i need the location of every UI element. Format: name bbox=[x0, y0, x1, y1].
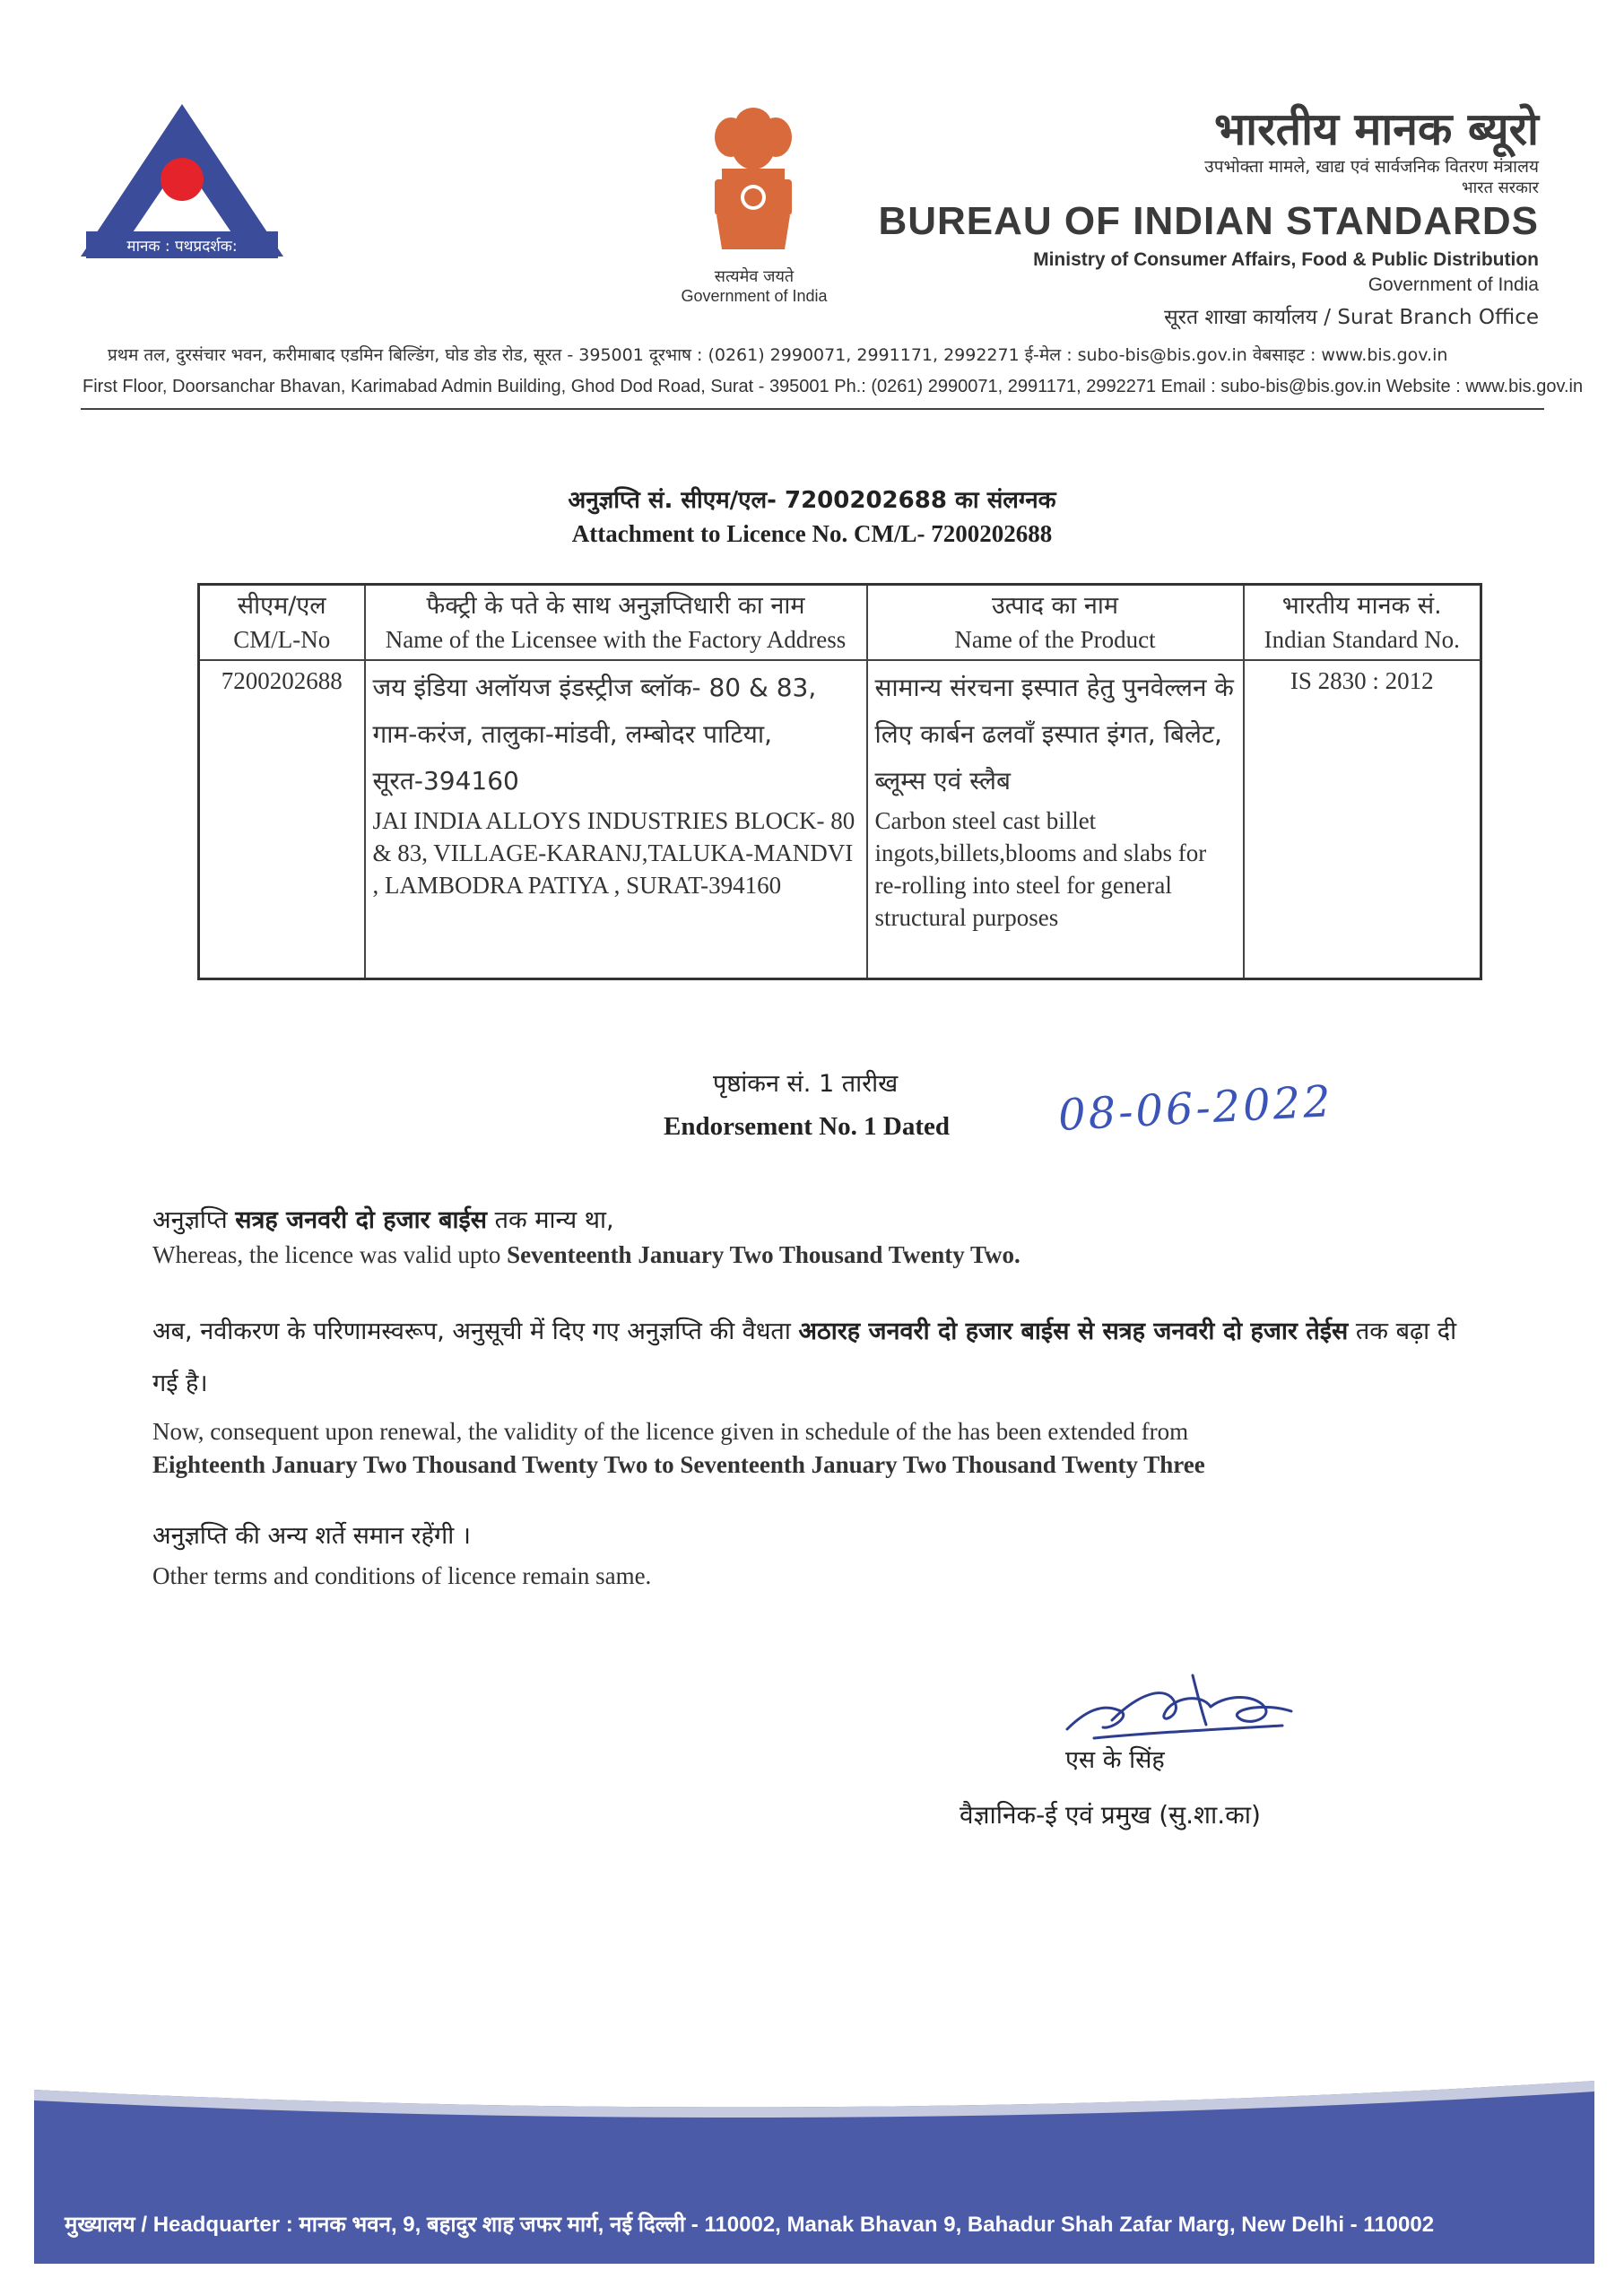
endorsement-english: Endorsement No. 1 Dated bbox=[664, 1112, 950, 1141]
endorsement-date-handwritten: 08-06-2022 bbox=[1056, 1076, 1335, 1141]
hindi-government: भारत सरकार bbox=[1461, 178, 1539, 197]
standard-cell: IS 2830 : 2012 bbox=[1244, 660, 1481, 978]
hindi-ministry: उपभोक्ता मामले, खाद्य एवं सार्वजनिक वितरण मंत्रालय bbox=[1204, 157, 1539, 177]
svg-text:मानक : पथप्रदर्शक:: मानक : पथप्रदर्शक: bbox=[126, 238, 238, 256]
header-cml-no-en: CM/L-No bbox=[233, 626, 331, 653]
p2-hi-prefix: अब, नवीकरण के परिणामस्वरूप, अनुसूची में दिए गए अनुज्ञप्ति की वैधता bbox=[152, 1318, 791, 1345]
product-english: Carbon steel cast billet ingots,billets,blooms and slabs for re-rolling into steel for general structural purposes bbox=[874, 807, 1207, 931]
p3-en-bold: Eighteenth January Two Thousand Twenty Two to Seventeenth January Two Thousand Twenty Three bbox=[152, 1451, 1205, 1478]
english-government: Government of India bbox=[1368, 274, 1539, 295]
attachment-title-hindi: अनुज्ञप्ति सं. सीएम/एल- 7200202688 का संलग्नक bbox=[568, 487, 1056, 514]
header-standard-en: Indian Standard No. bbox=[1264, 626, 1460, 653]
terms-paragraph-english: Other terms and conditions of licence remain same. bbox=[152, 1562, 652, 1589]
licensee-hindi: जय इंडिया अलॉयज इंडस्ट्रीज ब्लॉक- 80 & 83, गाम-करंज, तालुका-मांडवी, लम्बोदर पाटिया, सूरत-394160 bbox=[372, 673, 817, 796]
hindi-org-title: भारतीय मानक ब्यूरो bbox=[1214, 102, 1539, 155]
emblem-motto: सत्यमेव जयते bbox=[714, 267, 795, 286]
address-hindi: प्रथम तल, दुरसंचार भवन, करीमाबाद एडमिन बिल्डिंग, घोड डोड रोड, सूरत - 395001 दूरभाष : (0261) 2990071, 2991171, 2992271 ई-मेल : subo-bis@bis.gov.in वेबसाइट : www.bis.gov.in bbox=[108, 345, 1448, 365]
header-divider bbox=[81, 408, 1544, 410]
signatory-designation: वैज्ञानिक-ई एवं प्रमुख (सु.शा.का) bbox=[960, 1800, 1261, 1830]
header-standard bbox=[1244, 585, 1481, 661]
table-row bbox=[199, 660, 1481, 978]
validity-paragraph-english bbox=[152, 1241, 1020, 1269]
footer-headquarter-address: मुख्यालय / Headquarter : मानक भवन, 9, बहादुर शाह जफर मार्ग, नई दिल्ली - 110002, Manak Bhavan 9, Bahadur Shah Zafar Marg, New Delhi - 110002 bbox=[65, 2213, 1435, 2237]
header-licensee-hi: फैक्ट्री के पते के साथ अनुज्ञप्तिधारी का नाम bbox=[426, 592, 805, 620]
licensee-english: JAI INDIA ALLOYS INDUSTRIES BLOCK- 80 & 83, VILLAGE-KARANJ,TALUKA-MANDVI , LAMBODRA PATIYA , SURAT-394160 bbox=[372, 807, 855, 899]
header-standard-hi: भारतीय मानक सं. bbox=[1281, 592, 1442, 620]
product-cell bbox=[867, 660, 1244, 978]
renewal-paragraph-english bbox=[152, 1415, 1462, 1482]
emblem-government-label: Government of India bbox=[681, 287, 828, 305]
header-licensee bbox=[365, 585, 867, 661]
licence-table bbox=[197, 583, 1482, 980]
table-header-row bbox=[199, 585, 1481, 661]
bis-logo bbox=[70, 97, 294, 280]
p2-hi-bold: अठारह जनवरी दो हजार बाईस से सत्रह जनवरी दो हजार तेईस bbox=[798, 1318, 1349, 1345]
signatory-name: एस के सिंह bbox=[1065, 1746, 1165, 1774]
p3-en-prefix: Now, consequent upon renewal, the validity of the licence given in schedule of the has been extended from bbox=[152, 1418, 1189, 1445]
national-emblem-icon bbox=[704, 97, 803, 262]
header-licensee-en: Name of the Licensee with the Factory Address bbox=[385, 626, 847, 653]
english-ministry: Ministry of Consumer Affairs, Food & Public Distribution bbox=[1033, 249, 1539, 270]
attachment-title-english: Attachment to Licence No. CM/L- 7200202688 bbox=[571, 520, 1053, 547]
header-product-en: Name of the Product bbox=[954, 626, 1156, 653]
p1-hi-suffix: तक मान्य था, bbox=[494, 1206, 614, 1234]
p1-hi-bold: सत्रह जनवरी दो हजार बाईस bbox=[235, 1206, 488, 1234]
header-product-hi: उत्पाद का नाम bbox=[992, 592, 1118, 620]
p2-hi-suffix: तक बढ़ा दी गई है। bbox=[152, 1318, 1457, 1397]
validity-paragraph-hindi bbox=[152, 1202, 614, 1235]
product-hindi: सामान्य संरचना इस्पात हेतु पुनवेल्लन के लिए कार्बन ढलवाँ इस्पात इंगत, बिलेट, ब्लूम्स एवं स्लैब bbox=[874, 673, 1234, 796]
licensee-cell bbox=[365, 660, 867, 978]
cml-number-cell: 7200202688 bbox=[199, 660, 365, 978]
header-cml-no-hi: सीएम/एल bbox=[237, 592, 326, 620]
branch-office: सूरत शाखा कार्यालय / Surat Branch Office bbox=[1164, 306, 1539, 329]
header-cml-no bbox=[199, 585, 365, 661]
english-org-title: BUREAU OF INDIAN STANDARDS bbox=[878, 199, 1539, 243]
terms-paragraph-hindi: अनुज्ञप्ति की अन्य शर्ते समान रहेंगी । bbox=[152, 1522, 472, 1550]
p1-en-bold: Seventeenth January Two Thousand Twenty Two. bbox=[507, 1241, 1020, 1268]
p1-hi-prefix: अनुज्ञप्ति bbox=[152, 1206, 228, 1234]
header-product bbox=[867, 585, 1244, 661]
p1-en-prefix: Whereas, the licence was valid upto bbox=[152, 1241, 501, 1268]
address-english: First Floor, Doorsanchar Bhavan, Karimabad Admin Building, Ghod Dod Road, Surat - 395001 Ph.: (0261) 2990071, 2991171, 2992271 Email : subo-bis@bis.gov.in Website : www.bis.gov.in bbox=[83, 377, 1584, 396]
endorsement-hindi: पृष्ठांकन सं. 1 तारीख bbox=[713, 1070, 899, 1098]
renewal-paragraph-hindi bbox=[152, 1306, 1462, 1410]
